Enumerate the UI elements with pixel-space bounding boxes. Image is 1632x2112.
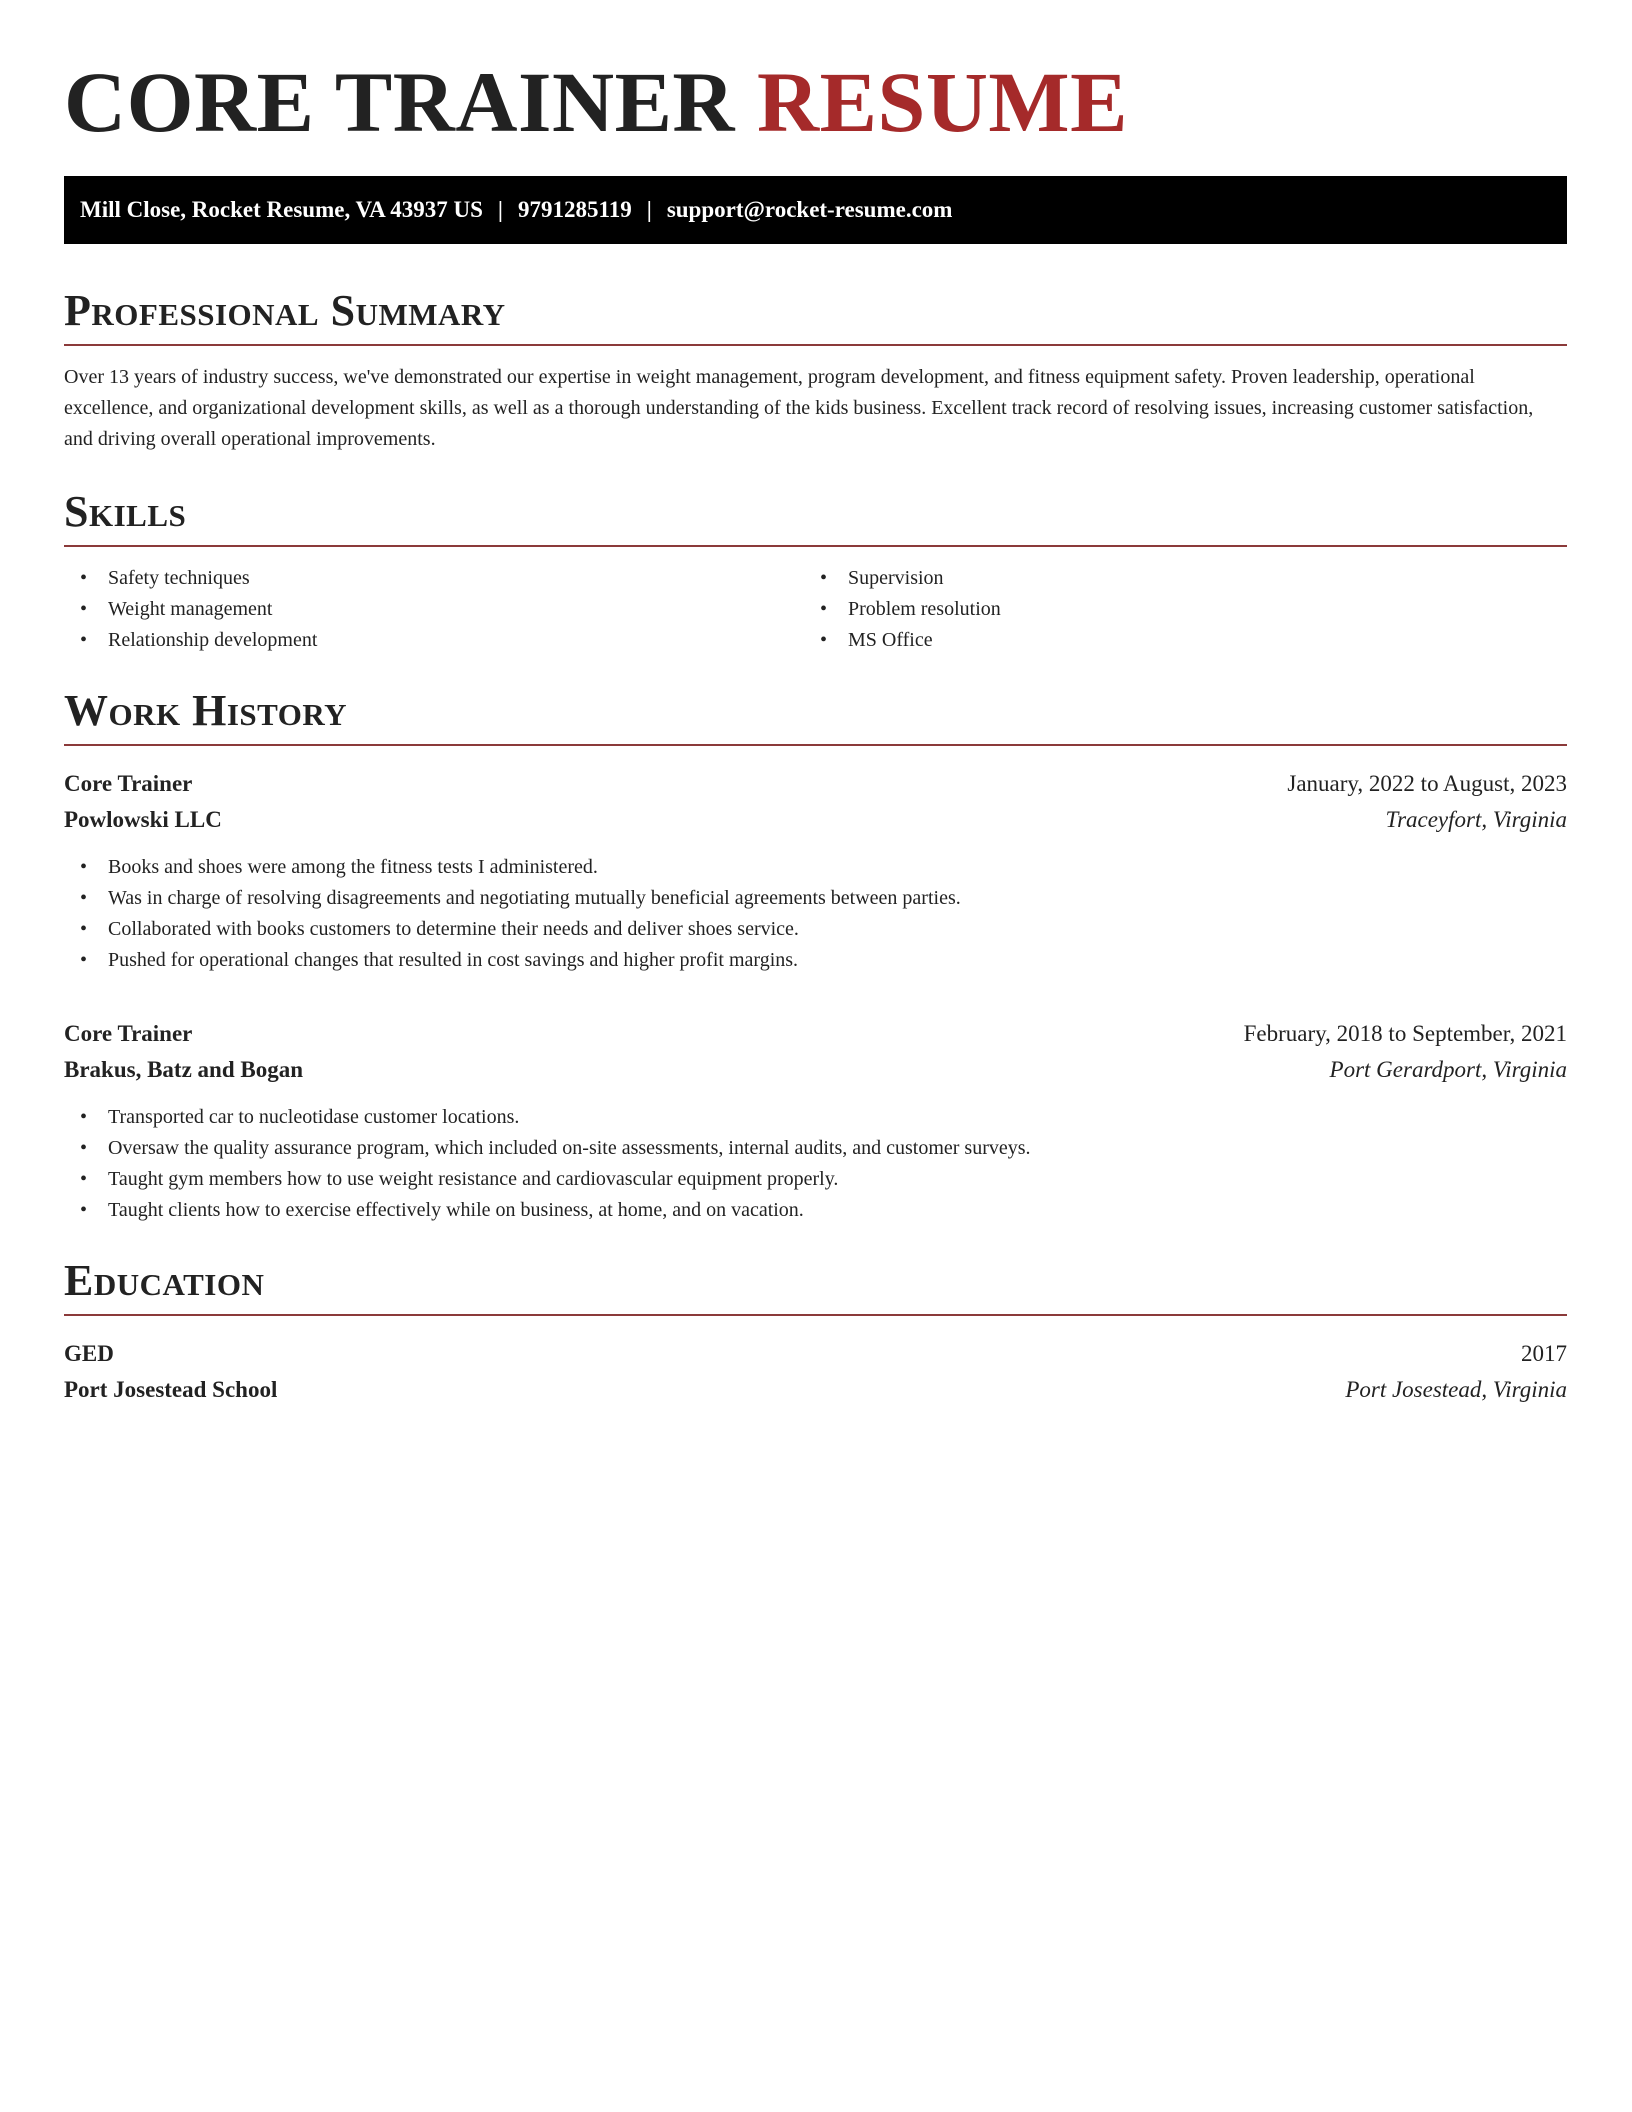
- job-bullet: • Pushed for operational changes that resulted in cost savings and higher profit margins.: [64, 945, 1567, 976]
- work-history-heading: Work History: [64, 686, 348, 735]
- job-location: Traceyfort, Virginia: [1385, 807, 1567, 832]
- job-title: Core Trainer: [64, 771, 193, 796]
- section-divider: [64, 744, 1567, 746]
- education-degree-row: [64, 1336, 1567, 1372]
- education-school-row: [64, 1372, 1567, 1408]
- education-section: [64, 1254, 1567, 1408]
- job-company: Powlowski LLC: [64, 807, 222, 832]
- contact-separator: |: [646, 197, 652, 222]
- skills-section: [64, 485, 1567, 656]
- resume-title-accent: RESUME: [757, 54, 1128, 150]
- job-location: Port Gerardport, Virginia: [1329, 1057, 1567, 1082]
- resume-title: [64, 0, 1567, 174]
- contact-email: support@rocket-resume.com: [666, 197, 953, 222]
- job-bullet: • Taught gym members how to use weight resistance and cardiovascular equipment properly.: [64, 1164, 1567, 1195]
- skills-grid: [64, 563, 1567, 656]
- job-bullet: • Was in charge of resolving disagreements and negotiating mutually beneficial agreements between parties.: [64, 883, 1567, 914]
- job-header-row: [64, 766, 1567, 802]
- skill-item: • MS Office: [804, 625, 1544, 656]
- job-dates: February, 2018 to September, 2021: [1243, 1021, 1567, 1046]
- resume-page: [64, 0, 1567, 1408]
- job-dates: January, 2022 to August, 2023: [1287, 771, 1567, 796]
- job-bullet: • Oversaw the quality assurance program, which included on-site assessments, internal audits, and customer surveys.: [64, 1133, 1567, 1164]
- summary-text: Over 13 years of industry success, we've demonstrated our expertise in weight management, program development, and fitness equipment safety. Proven leadership, operational excellence, and organizational development skills, as well as a thorough understanding of the kids business. Excellent track record of resolving issues, increasing customer satisfaction, and driving overall operational improvements.: [64, 366, 1534, 450]
- job-title: Core Trainer: [64, 1021, 193, 1046]
- contact-phone: 9791285119: [518, 197, 632, 222]
- job-company: Brakus, Batz and Bogan: [64, 1057, 304, 1082]
- contact-address: Mill Close, Rocket Resume, VA 43937 US: [80, 197, 483, 222]
- education-degree: GED: [64, 1341, 114, 1366]
- job-bullet: • Books and shoes were among the fitness tests I administered.: [64, 852, 1567, 883]
- job-entry: [64, 1016, 1567, 1226]
- skills-list-left: [64, 563, 804, 656]
- job-bullet: • Collaborated with books customers to determine their needs and deliver shoes service.: [64, 914, 1567, 945]
- contact-bar: [64, 176, 1567, 244]
- education-location: Port Josestead, Virginia: [1345, 1377, 1567, 1402]
- job-bullet-list: [64, 1102, 1567, 1226]
- skill-item: • Supervision: [804, 563, 1544, 594]
- summary-heading: Professional Summary: [64, 286, 506, 335]
- work-history-section: [64, 684, 1567, 1226]
- resume-title-main: CORE TRAINER: [64, 54, 736, 150]
- section-divider: [64, 545, 1567, 547]
- education-entry: [64, 1336, 1567, 1408]
- job-header-row: [64, 1016, 1567, 1052]
- education-heading: Education: [64, 1256, 265, 1305]
- job-company-row: [64, 802, 1567, 838]
- skill-item: • Weight management: [64, 594, 804, 625]
- job-entry: [64, 766, 1567, 976]
- summary-section: [64, 284, 1567, 455]
- section-divider: [64, 1314, 1567, 1316]
- skills-list-right: [804, 563, 1544, 656]
- section-divider: [64, 344, 1567, 346]
- education-school: Port Josestead School: [64, 1377, 278, 1402]
- job-bullet: • Transported car to nucleotidase customer locations.: [64, 1102, 1567, 1133]
- skill-item: • Safety techniques: [64, 563, 804, 594]
- job-company-row: [64, 1052, 1567, 1088]
- skill-item: • Problem resolution: [804, 594, 1544, 625]
- contact-separator: |: [497, 197, 503, 222]
- job-bullet-list: [64, 852, 1567, 976]
- education-year: 2017: [1521, 1341, 1567, 1366]
- skill-item: • Relationship development: [64, 625, 804, 656]
- skills-heading: Skills: [64, 487, 187, 536]
- job-bullet: • Taught clients how to exercise effectively while on business, at home, and on vacation.: [64, 1195, 1567, 1226]
